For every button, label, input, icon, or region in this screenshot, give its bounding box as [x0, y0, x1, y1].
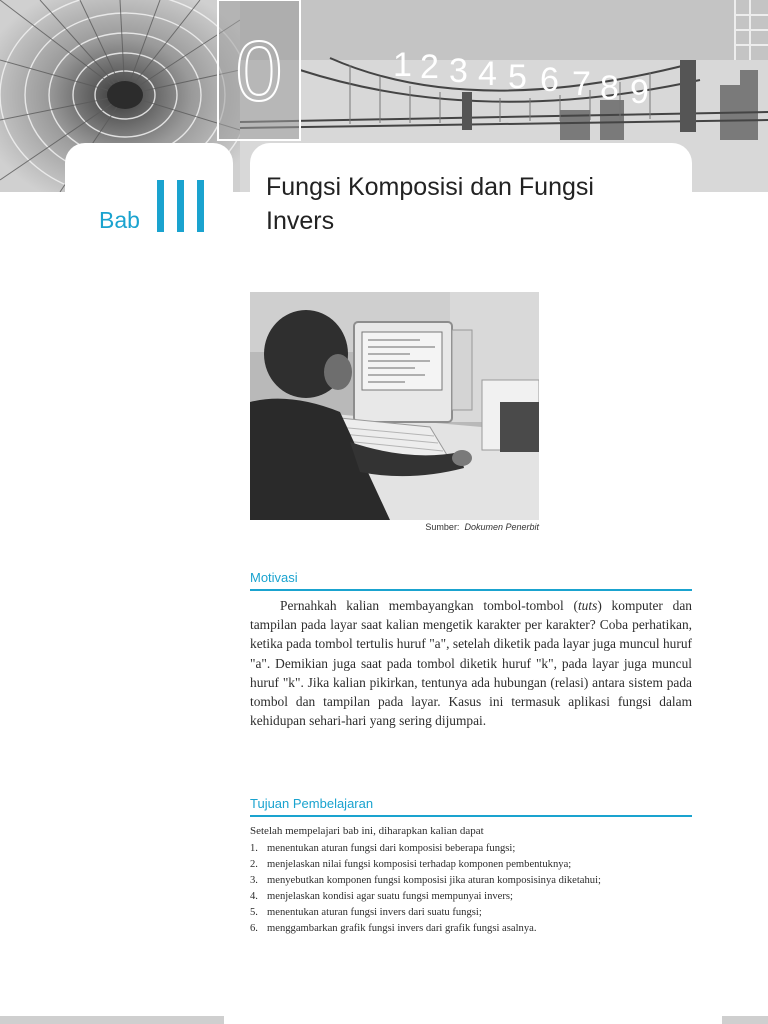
- list-item-number: 4.: [250, 891, 258, 903]
- list-item-number: 3.: [250, 875, 258, 887]
- list-item-text: menjelaskan nilai fungsi komposisi terhadap komponen pembentuknya;: [267, 859, 572, 871]
- motivasi-text-part2: ) komputer dan tampilan pada layar saat kalian mengetik karakter per karakter? Coba perhatikan, ketika pada tombol tertulis huruf "a", setelah diketik pada layar juga muncul huruf "a". Demikian juga saat pada tombol diketik huruf "k", pada layar juga muncul huruf "k". Jika kalian pikirkan, tentunya ada hubungan (relasi) antara sistem pada tombol dan tampilan pada layar. Kasus ini termasuk aplikasi fungsi dalam kehidupan sehari-hari yang sering dijumpai.: [250, 598, 692, 729]
- list-item-number: 2.: [250, 859, 258, 871]
- list-item-text: menentukan aturan fungsi dari komposisi beberapa fungsi;: [267, 843, 516, 854]
- digit-9: 9: [630, 73, 649, 111]
- list-item: [250, 841, 700, 857]
- list-item: [250, 889, 700, 905]
- list-item-number: 6.: [250, 923, 258, 935]
- tujuan-list: [250, 841, 700, 938]
- tujuan-heading: Tujuan Pembelajaran: [250, 796, 374, 811]
- list-item: [250, 857, 700, 873]
- chapter-photo: [250, 292, 539, 520]
- bab-label: Bab: [99, 207, 140, 233]
- photo-caption: [250, 522, 539, 532]
- digit-7: 7: [572, 65, 591, 103]
- person-at-computer-image: [250, 292, 539, 520]
- footer-bar-right: [722, 1016, 768, 1024]
- list-item-text: menjelaskan kondisi agar suatu fungsi mempunyai invers;: [267, 891, 513, 903]
- digit-3: 3: [449, 52, 468, 90]
- list-item-text: menyebutkan komponen fungsi komposisi jika aturan komposisinya diketahui;: [267, 875, 601, 887]
- digit-2: 2: [420, 48, 439, 86]
- chapter-title: [266, 170, 696, 238]
- photo-caption-source: Dokumen Penerbit: [464, 522, 539, 532]
- list-item-number: 1.: [250, 843, 258, 854]
- list-item: [250, 921, 700, 937]
- digit-8: 8: [600, 69, 619, 107]
- list-item-text: menggambarkan grafik fungsi invers dari grafik fungsi asalnya.: [267, 923, 537, 935]
- motivasi-text-tuts: tuts: [577, 598, 598, 613]
- motivasi-text-part1: Pernahkah kalian membayangkan tombol-tombol (: [280, 598, 578, 613]
- chapter-title-line2: Invers: [266, 207, 335, 235]
- motivasi-heading: Motivasi: [250, 570, 298, 585]
- big-digit-zero: 0: [235, 24, 283, 118]
- motivasi-rule: [250, 589, 692, 591]
- footer-bar-left: [0, 1016, 224, 1024]
- list-item-text: menentukan aturan fungsi invers dari suatu fungsi;: [267, 907, 482, 919]
- digit-4: 4: [478, 55, 497, 93]
- digit-5: 5: [508, 58, 527, 96]
- list-item: [250, 873, 700, 889]
- digit-1: 1: [393, 46, 412, 84]
- tujuan-rule: [250, 815, 692, 817]
- list-item-number: 5.: [250, 907, 258, 919]
- photo-caption-prefix: Sumber:: [425, 522, 460, 532]
- chapter-roman-numeral-icon: [153, 180, 213, 232]
- motivasi-paragraph: [250, 596, 692, 730]
- chapter-title-line1: Fungsi Komposisi dan Fungsi: [266, 173, 594, 201]
- tujuan-intro: Setelah mempelajari bab ini, diharapkan kalian dapat: [250, 825, 484, 837]
- digit-6: 6: [540, 61, 559, 99]
- list-item: [250, 905, 700, 921]
